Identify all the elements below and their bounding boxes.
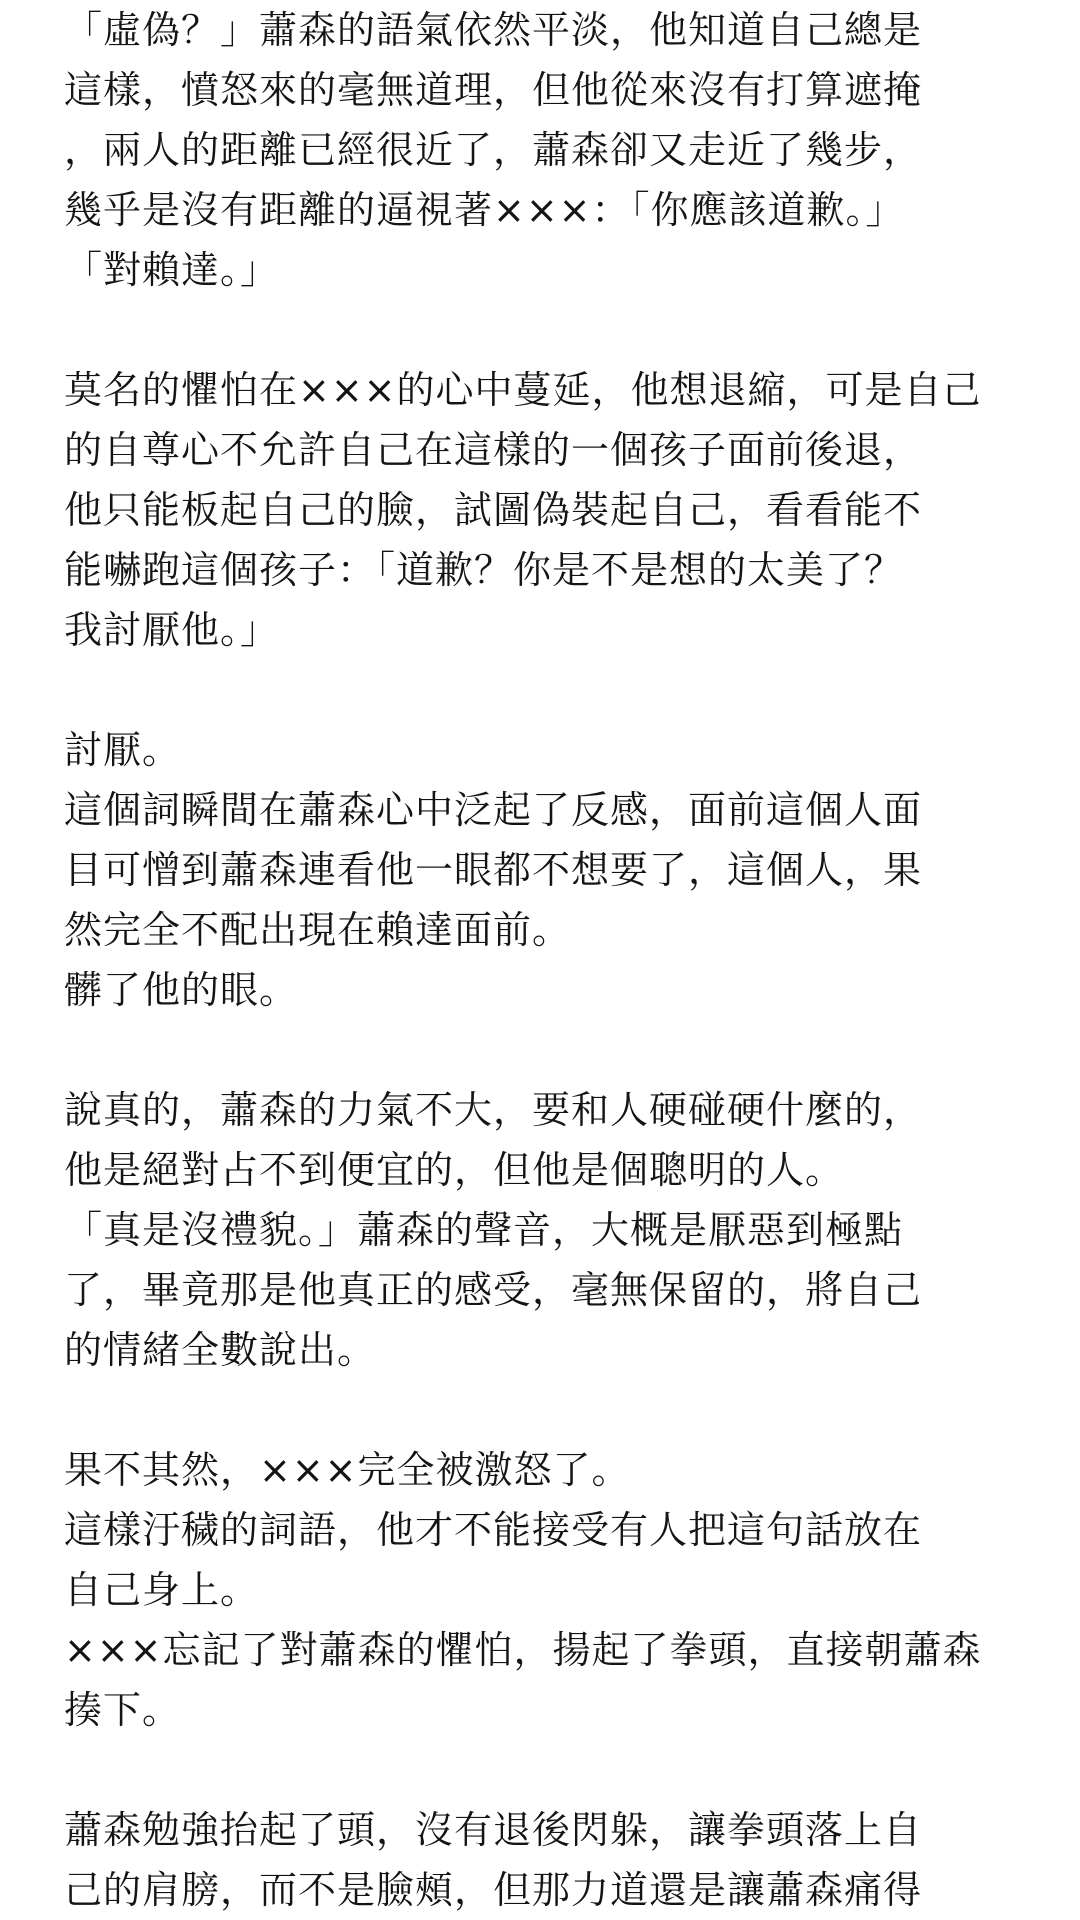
text-line: 己的肩膀，而不是臉頰，但那力道還是讓蕭森痛得 [64, 1868, 923, 1912]
text-line: 「對賴達。」 [64, 248, 280, 292]
text-line: 然完全不配出現在賴達面前。 [64, 908, 572, 952]
text-line: 這樣，憤怒來的毫無道理，但他從來沒有打算遮掩 [64, 68, 923, 112]
text-line: 的情緒全數說出。 [64, 1328, 377, 1372]
text-line: 這個詞瞬間在蕭森心中泛起了反感，面前這個人面 [64, 788, 923, 832]
text-line: 的自尊心不允許自己在這樣的一個孩子面前後退， [64, 428, 923, 472]
text-line: 我討厭他。」 [64, 608, 280, 652]
text-line: 這樣汙穢的詞語，他才不能接受有人把這句話放在 [64, 1508, 923, 1552]
paragraph [64, 360, 1024, 660]
text-line: 「真是沒禮貌。」蕭森的聲音，大概是厭惡到極點 [64, 1208, 904, 1252]
paragraph-gap [64, 660, 1024, 720]
text-line: ，兩人的距離已經很近了，蕭森卻又走近了幾步， [64, 128, 923, 172]
paragraph [64, 1800, 1024, 1920]
text-line: 幾乎是沒有距離的逼視著×××：「你應該道歉。」 [64, 188, 905, 232]
text-line: 能嚇跑這個孩子：「道歉？你是不是想的太美了？ [64, 548, 904, 592]
text-line: 了，畢竟那是他真正的感受，毫無保留的，將自己 [64, 1268, 923, 1312]
text-line: 討厭。 [64, 728, 182, 772]
paragraph [64, 1440, 1024, 1740]
text-line: 「虛偽？」蕭森的語氣依然平淡，他知道自己總是 [64, 8, 923, 52]
text-line: 莫名的懼怕在×××的心中蔓延，他想退縮，可是自己 [64, 368, 982, 412]
text-line: 目可憎到蕭森連看他一眼都不想要了，這個人，果 [64, 848, 923, 892]
text-line: 揍下。 [64, 1688, 182, 1732]
text-line: 說真的，蕭森的力氣不大，要和人硬碰硬什麼的， [64, 1088, 923, 1132]
text-line: 自己身上。 [64, 1568, 260, 1612]
text-line: 他只能板起自己的臉，試圖偽裝起自己，看看能不 [64, 488, 923, 532]
paragraph-gap [64, 1020, 1024, 1080]
text-line: 髒了他的眼。 [64, 968, 299, 1012]
paragraph-gap [64, 300, 1024, 360]
paragraph-gap [64, 1380, 1024, 1440]
text-line: 果不其然，×××完全被激怒了。 [64, 1448, 631, 1492]
paragraph [64, 1080, 1024, 1380]
story-text [64, 0, 1024, 1920]
text-line: 他是絕對占不到便宜的，但他是個聰明的人。 [64, 1148, 845, 1192]
paragraph-gap [64, 1740, 1024, 1800]
paragraph [64, 0, 1024, 300]
text-line: ×××忘記了對蕭森的懼怕，揚起了拳頭，直接朝蕭森 [64, 1628, 982, 1672]
text-line: 蕭森勉強抬起了頭，沒有退後閃躲，讓拳頭落上自 [64, 1808, 923, 1852]
paragraph [64, 720, 1024, 1020]
